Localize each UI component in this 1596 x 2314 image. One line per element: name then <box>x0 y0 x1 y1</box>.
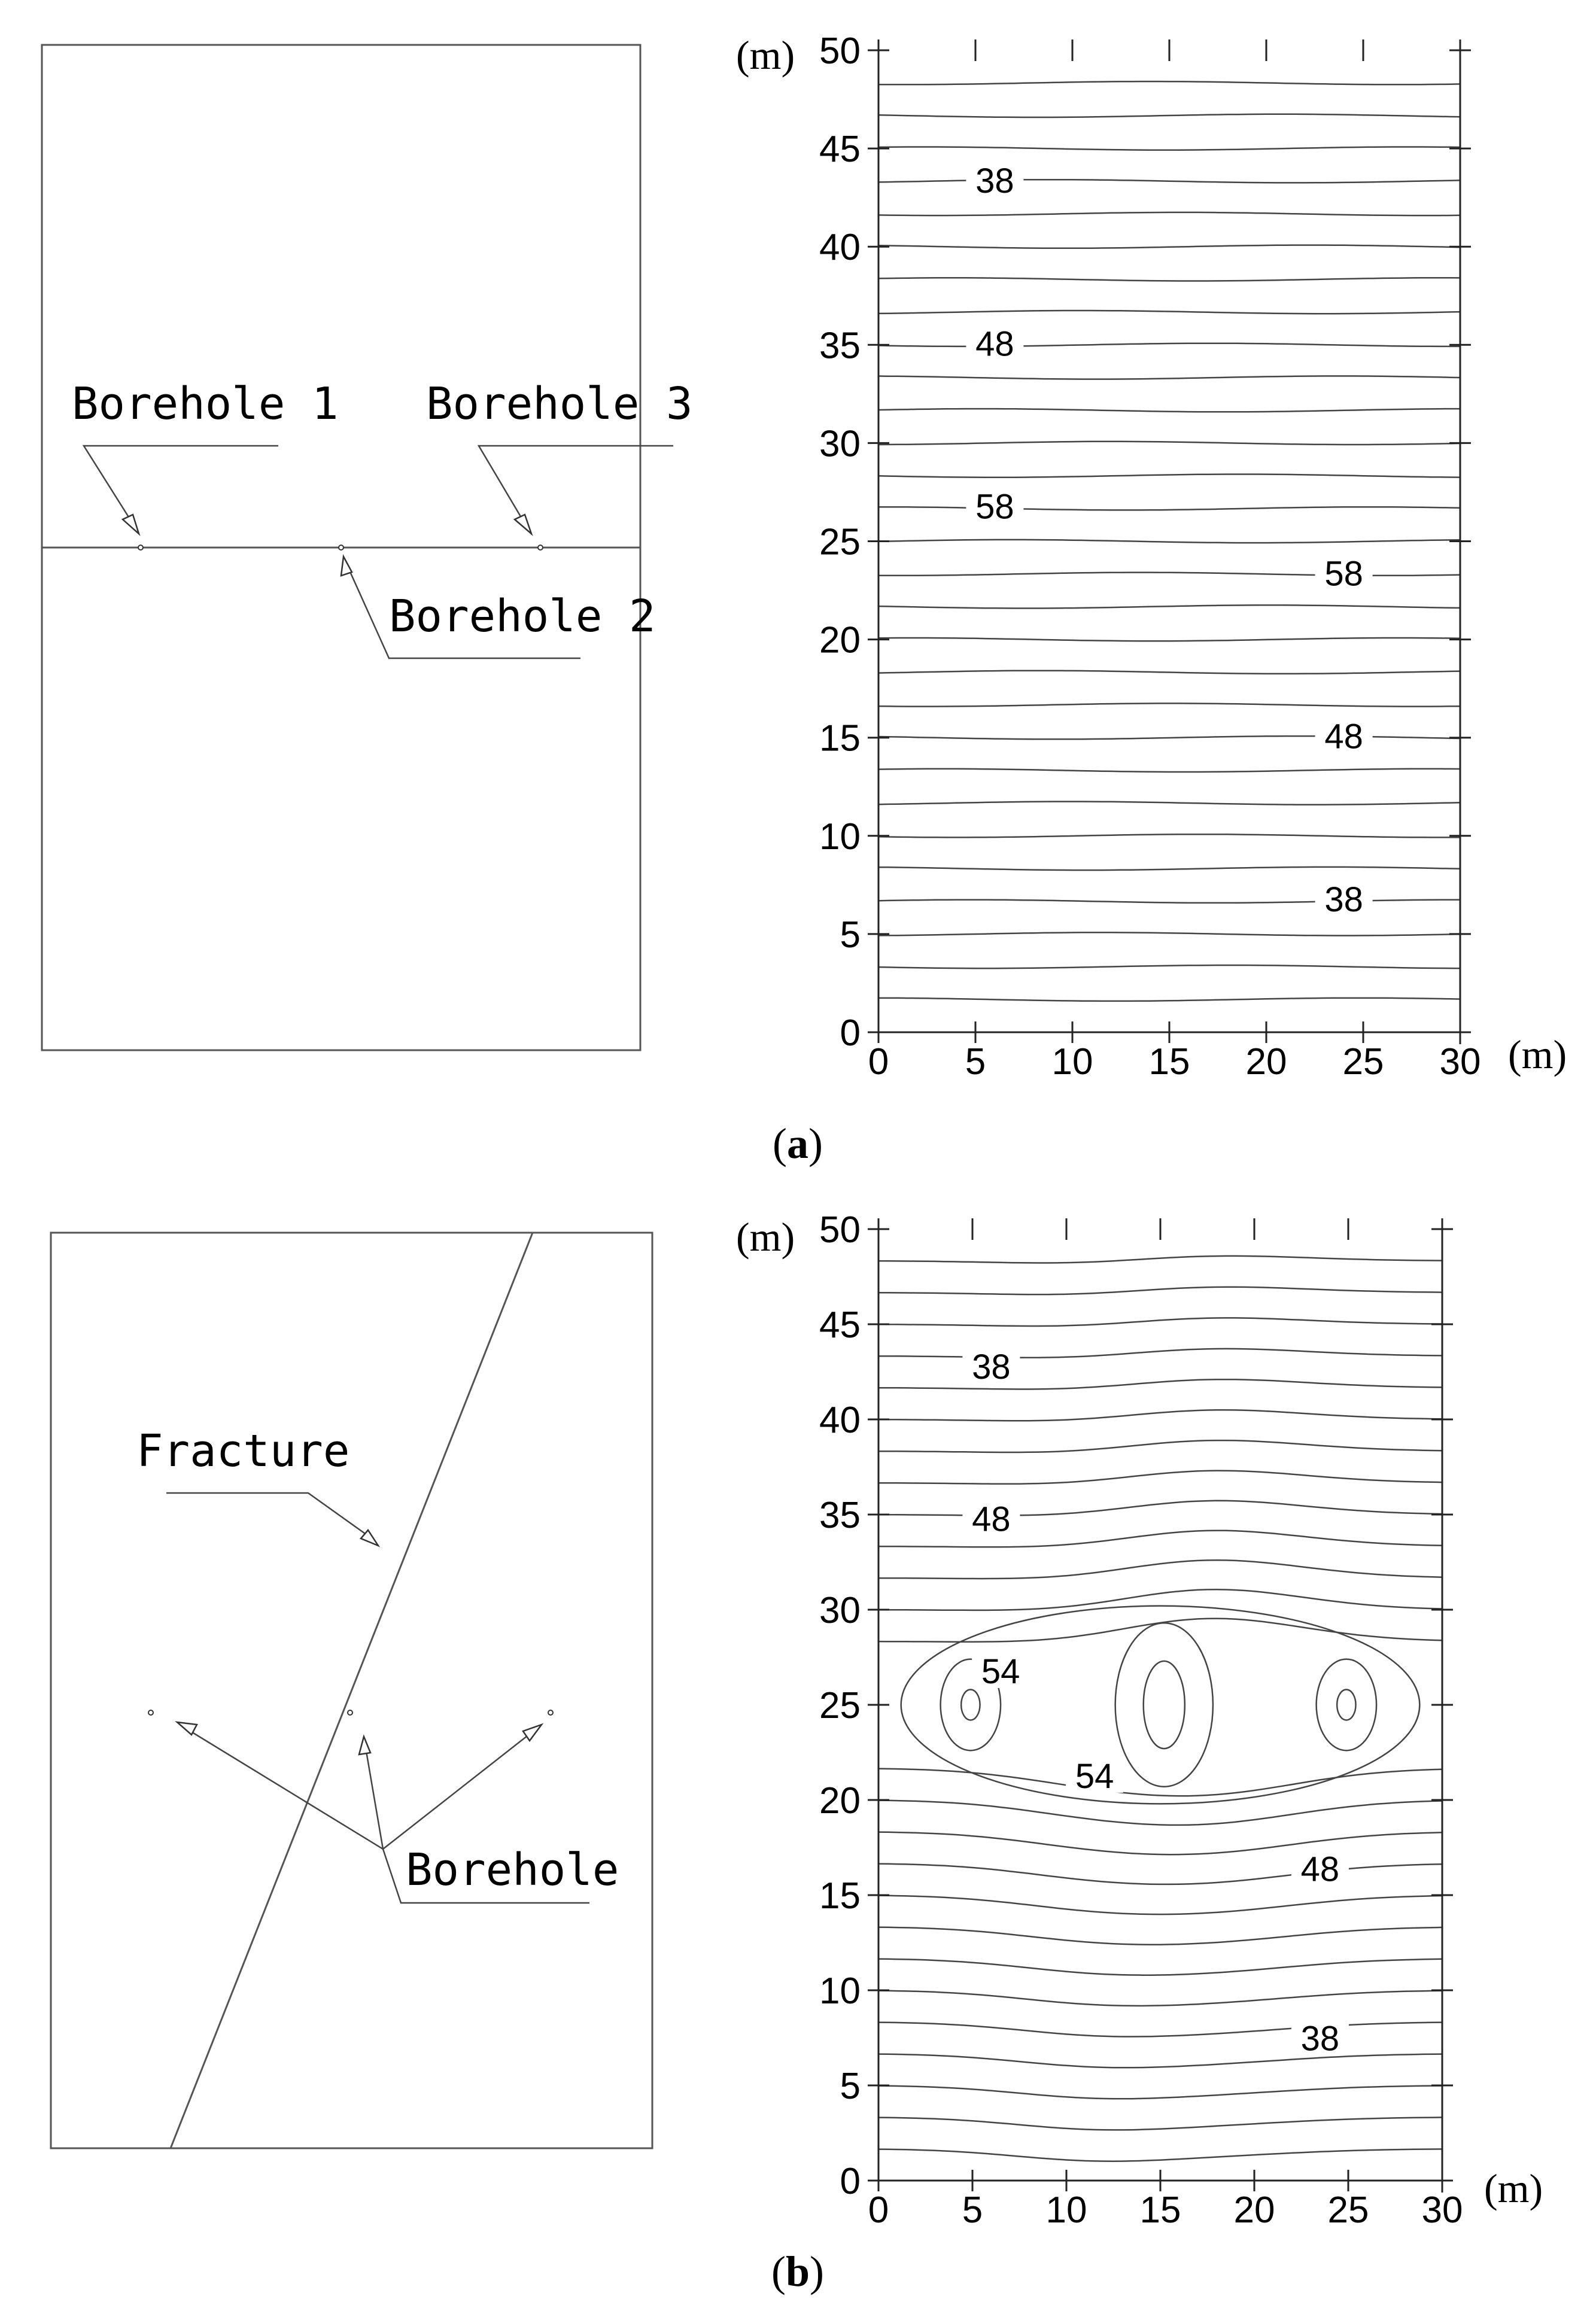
contour-line <box>878 81 1460 84</box>
contour-line <box>878 769 1460 772</box>
panel-b-contour-plot <box>736 1209 1543 2231</box>
x-tick-label: 20 <box>1245 1041 1287 1082</box>
contour-line <box>878 2023 1442 2037</box>
y-tick-label: 10 <box>819 1971 861 2012</box>
x-tick-label: 30 <box>1421 2190 1463 2231</box>
contour-line <box>878 1471 1442 1484</box>
x-tick-label: 15 <box>1139 2190 1181 2231</box>
borehole-leader-right <box>383 1729 536 1849</box>
contour-label: 48 <box>975 324 1014 364</box>
contour-line <box>878 802 1460 805</box>
contour-line <box>878 605 1460 608</box>
contour-line <box>878 1927 1442 1945</box>
x-tick-label: 20 <box>1233 2190 1275 2231</box>
contour-line <box>878 2149 1442 2161</box>
contour-line <box>878 475 1460 478</box>
contour-label: 54 <box>1075 1756 1114 1796</box>
contour-loop <box>1144 1661 1185 1749</box>
contour-loop <box>961 1690 980 1720</box>
contour-label: 54 <box>981 1652 1020 1691</box>
panel-a-contour-plot <box>736 31 1567 1082</box>
contour-line <box>878 311 1460 314</box>
y-tick-label: 50 <box>819 1209 861 1251</box>
contour-line <box>878 540 1460 543</box>
x-tick-label: 25 <box>1327 2190 1369 2231</box>
contour-label: 48 <box>1324 717 1363 756</box>
y-tick-label: 45 <box>819 129 861 171</box>
borehole-arrowhead-right <box>523 1725 542 1741</box>
contour-line <box>878 1832 1442 1855</box>
contour-line <box>878 1769 1442 1796</box>
contour-line <box>878 245 1460 248</box>
y-tick-label: 35 <box>819 325 861 367</box>
contour-line <box>878 442 1460 445</box>
y-tick-label: 5 <box>840 2066 861 2107</box>
contour-line <box>878 1318 1442 1326</box>
borehole-3-arrowhead <box>515 515 531 534</box>
contour-line <box>878 409 1460 412</box>
contour-line <box>878 867 1460 870</box>
y-tick-label: 40 <box>819 227 861 269</box>
borehole-3-marker <box>538 545 543 550</box>
panel-b-y-unit: (m) <box>736 1214 795 1260</box>
borehole-1-marker <box>138 545 143 550</box>
x-tick-label: 30 <box>1439 1041 1481 1082</box>
y-tick-label: 25 <box>819 1685 861 1726</box>
contour-line <box>878 147 1460 150</box>
borehole-2-label: Borehole 2 <box>389 591 656 642</box>
x-tick-label: 10 <box>1045 2190 1087 2231</box>
contour-line <box>878 834 1460 837</box>
contour-line <box>878 1287 1442 1295</box>
contour-line <box>878 1560 1442 1579</box>
fracture-label: Fracture <box>136 1425 350 1477</box>
contour-loop <box>1337 1690 1355 1720</box>
contour-label: 48 <box>1300 1850 1340 1889</box>
contour-line <box>878 1256 1442 1263</box>
contour-line <box>878 2086 1442 2099</box>
contour-loop <box>1317 1659 1376 1751</box>
contour-label: 38 <box>1324 880 1363 920</box>
contour-line <box>878 671 1460 674</box>
panel-b-contour-labels <box>962 1348 1348 2058</box>
borehole-leader-center <box>365 1744 383 1849</box>
contour-line <box>878 343 1460 346</box>
y-tick-label: 10 <box>819 816 861 858</box>
y-tick-label: 15 <box>819 1875 861 1917</box>
y-tick-label: 30 <box>819 1590 861 1631</box>
x-tick-label: 0 <box>868 1041 889 1082</box>
contour-line <box>878 507 1460 510</box>
contour-line <box>878 278 1460 281</box>
borehole-1-arrowhead <box>123 515 139 534</box>
panel-a-schematic <box>42 45 693 1050</box>
panel-a-x-unit: (m) <box>1508 1032 1567 1077</box>
x-tick-label: 0 <box>868 2190 889 2231</box>
contour-line <box>878 638 1460 641</box>
contour-line <box>878 376 1460 379</box>
contour-line <box>878 1619 1442 1642</box>
y-tick-label: 35 <box>819 1495 861 1536</box>
contour-line <box>878 1440 1442 1452</box>
x-tick-label: 10 <box>1051 1041 1093 1082</box>
y-tick-label: 20 <box>819 619 861 661</box>
panel-a-contour-lines <box>878 81 1460 1001</box>
contour-line <box>878 900 1460 903</box>
y-tick-label: 25 <box>819 521 861 563</box>
borehole-marker-left <box>148 1710 153 1715</box>
borehole-3-label: Borehole 3 <box>426 378 693 430</box>
contour-line <box>878 965 1460 968</box>
contour-label: 58 <box>975 487 1014 527</box>
contour-line <box>878 736 1460 739</box>
panel-b-caption: (b) <box>771 2248 825 2295</box>
borehole-2-arrowhead <box>341 557 352 576</box>
borehole-3-leader <box>479 446 673 527</box>
contour-line <box>878 1410 1442 1421</box>
borehole-1-leader <box>84 446 278 527</box>
y-tick-label: 5 <box>840 914 861 956</box>
panel-a-axes <box>819 31 1481 1082</box>
borehole-1-label: Borehole 1 <box>72 378 339 430</box>
borehole-leader-left <box>183 1726 383 1849</box>
panel-b-axes <box>819 1209 1463 2231</box>
panel-b-schematic <box>51 1233 652 2148</box>
contour-line <box>878 703 1460 706</box>
contour-loop <box>1115 1623 1213 1786</box>
contour-line <box>878 932 1460 935</box>
contour-line <box>878 114 1460 117</box>
contour-line <box>878 1864 1442 1884</box>
x-tick-label: 5 <box>962 2190 983 2231</box>
contour-line <box>878 1991 1442 2006</box>
contour-line <box>878 1959 1442 1975</box>
y-tick-label: 15 <box>819 717 861 759</box>
borehole-marker-center <box>348 1710 352 1715</box>
panel-a-caption: (a) <box>773 1120 823 1167</box>
contour-line <box>878 212 1460 215</box>
fracture-leader <box>166 1493 371 1538</box>
x-tick-label: 25 <box>1342 1041 1384 1082</box>
borehole-marker-right <box>548 1710 553 1715</box>
y-tick-label: 45 <box>819 1305 861 1346</box>
y-tick-label: 40 <box>819 1400 861 1441</box>
y-tick-label: 30 <box>819 423 861 465</box>
contour-line <box>878 573 1460 576</box>
contour-line <box>878 998 1460 1001</box>
panel-b-x-unit: (m) <box>1484 2166 1543 2211</box>
y-tick-label: 20 <box>819 1780 861 1822</box>
contour-line <box>878 2117 1442 2130</box>
contour-label: 48 <box>972 1500 1011 1539</box>
borehole-arrowhead-center <box>359 1737 370 1754</box>
contour-label: 38 <box>975 161 1014 200</box>
x-tick-label: 5 <box>965 1041 986 1082</box>
fracture-line <box>171 1233 533 2148</box>
contour-line <box>878 2054 1442 2068</box>
borehole-2-marker <box>339 545 343 550</box>
contour-line <box>878 1896 1442 1915</box>
borehole-label: Borehole <box>406 1844 619 1896</box>
y-tick-label: 0 <box>840 1012 861 1054</box>
contour-line <box>878 180 1460 183</box>
contour-label: 38 <box>972 1348 1011 1387</box>
y-tick-label: 0 <box>840 2161 861 2202</box>
contour-label: 38 <box>1300 2019 1340 2058</box>
panel-a-y-unit: (m) <box>736 32 795 78</box>
y-tick-label: 50 <box>819 31 861 72</box>
panel-b-contour-lines <box>878 1256 1442 2161</box>
contour-label: 58 <box>1324 554 1363 594</box>
x-tick-label: 15 <box>1148 1041 1190 1082</box>
contour-line <box>878 1589 1442 1610</box>
